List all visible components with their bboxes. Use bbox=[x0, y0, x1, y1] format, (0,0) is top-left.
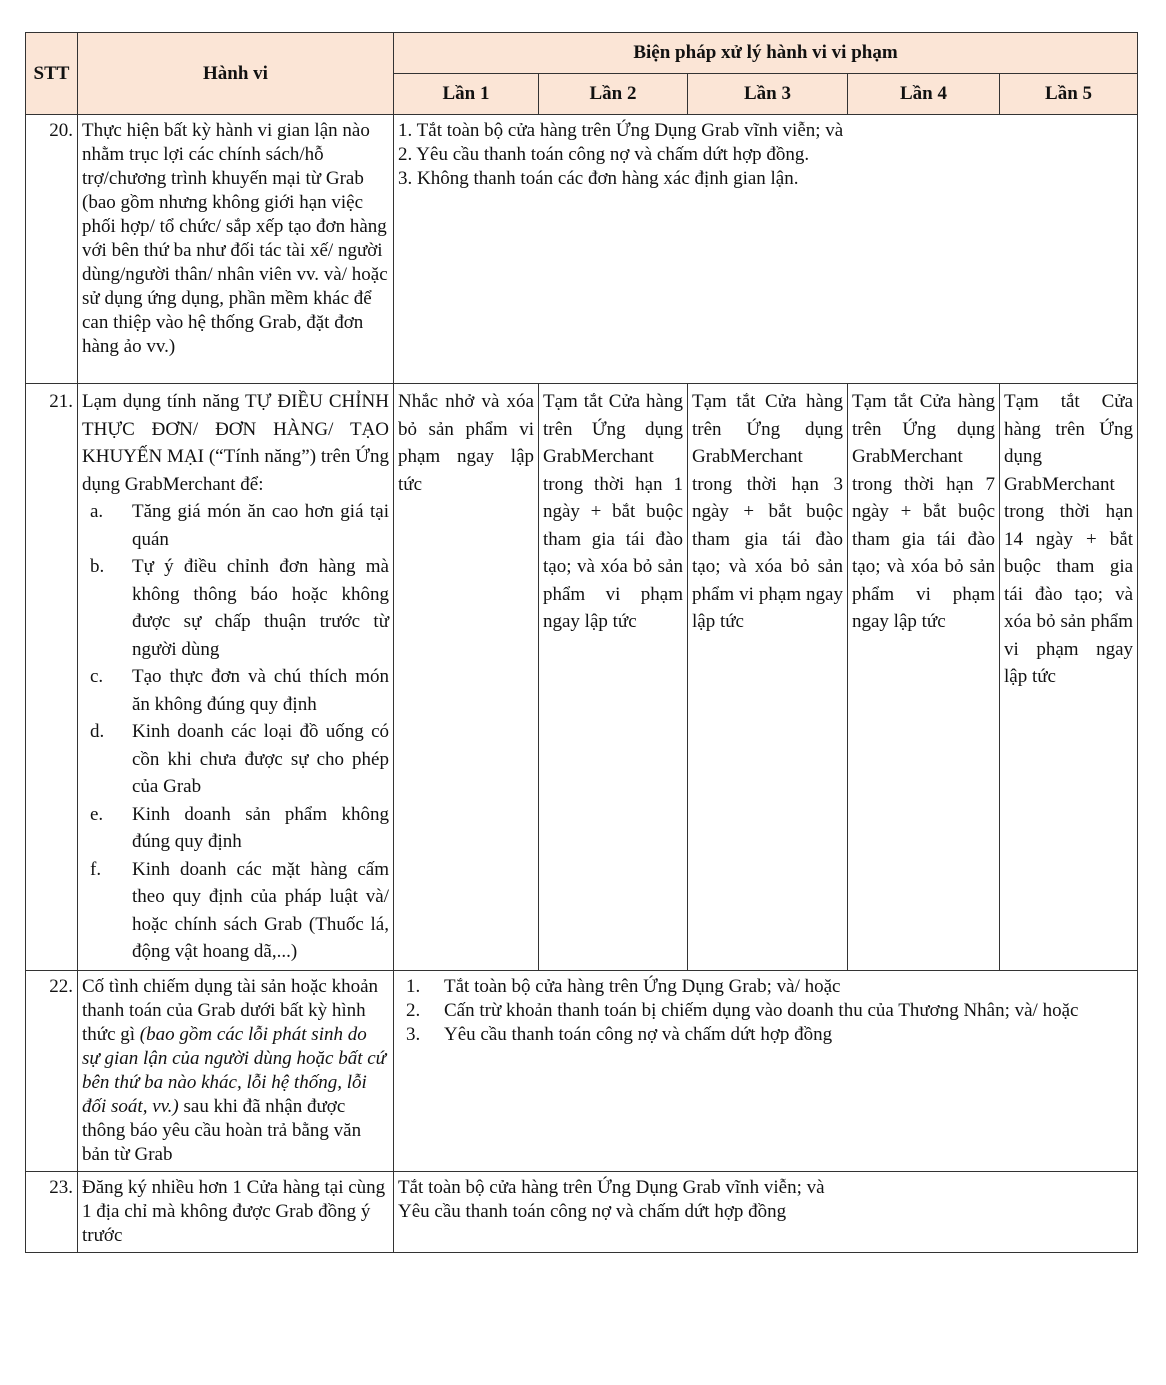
row-21-hanh-vi bbox=[78, 384, 394, 971]
item-text: Tạo thực đơn và chú thích món ăn không đúng quy định bbox=[132, 666, 389, 715]
row-20-stt: 20. bbox=[26, 115, 78, 384]
list-item bbox=[398, 975, 1133, 999]
list-item bbox=[82, 718, 389, 801]
list-item bbox=[82, 498, 389, 553]
item-letter: e. bbox=[90, 803, 104, 825]
row-20-hanh-vi: Thực hiện bất kỳ hành vi gian lận nào nhằm trục lợi các chính sách/hỗ trợ/chương trình khuyến mại từ Grab (bao gồm nhưng không giới hạn việc phối hợp/ tổ chức/ sắp xếp tạo đơn hàng với bên thứ ba như đối tác tài xế/ người dùng/người thân/ nhân viên vv. và/ hoặc sử dụng ứng dụng, phần mềm khác để can thiệp vào hệ thống Grab, đặt đơn hàng ảo vv.) bbox=[78, 115, 394, 384]
violation-table bbox=[25, 32, 1138, 1253]
list-item bbox=[82, 801, 389, 856]
item-text: Tự ý điều chỉnh đơn hàng mà không thông báo hoặc không được sự chấp thuận trước từ người dùng bbox=[132, 556, 389, 660]
row-23-hanh-vi: Đăng ký nhiều hơn 1 Cửa hàng tại cùng 1 địa chỉ mà không được Grab đồng ý trước bbox=[78, 1171, 394, 1252]
item-number: 3. bbox=[406, 1023, 421, 1045]
item-letter: f. bbox=[90, 858, 102, 880]
header-lan-5: Lần 5 bbox=[1000, 74, 1138, 115]
row-21-lan-4: Tạm tắt Cửa hàng trên Ứng dụng GrabMerchant trong thời hạn 7 ngày + bắt buộc tham gia tái đào tạo; và xóa bỏ sản phẩm vi phạm ngay lập tức bbox=[848, 384, 1000, 971]
table-row-20 bbox=[26, 115, 1138, 384]
item-text: Kinh doanh sản phẩm không đúng quy định bbox=[132, 803, 389, 852]
row-20-measure-3: 3. Không thanh toán các đơn hàng xác định gian lận. bbox=[398, 168, 799, 189]
item-text: Tăng giá món ăn cao hơn giá tại quán bbox=[132, 501, 389, 550]
row-20-bien-phap bbox=[394, 115, 1138, 384]
row-23-measure-1: Tắt toàn bộ cửa hàng trên Ứng Dụng Grab vĩnh viễn; và bbox=[398, 1176, 825, 1198]
item-text: Tắt toàn bộ cửa hàng trên Ứng Dụng Grab; và/ hoặc bbox=[444, 975, 841, 997]
row-22-text-a: Cố tình chiếm dụng tài sản hoặc khoản thanh toán của Grab dưới bất kỳ hình thức gì bbox=[82, 975, 379, 1045]
table-row-22 bbox=[26, 970, 1138, 1171]
header-hanh-vi: Hành vi bbox=[78, 33, 394, 115]
item-letter: d. bbox=[90, 721, 105, 742]
table-row-23 bbox=[26, 1171, 1138, 1252]
row-22-hanh-vi bbox=[78, 970, 394, 1171]
row-22-stt: 22. bbox=[26, 970, 78, 1171]
header-lan-4: Lần 4 bbox=[848, 74, 1000, 115]
list-item bbox=[82, 663, 389, 718]
row-21-stt: 21. bbox=[26, 384, 78, 971]
row-21-sub-list bbox=[82, 498, 389, 966]
row-23-bien-phap bbox=[394, 1171, 1138, 1252]
header-lan-1: Lần 1 bbox=[394, 74, 539, 115]
row-22-text-b: sau khi đã nhận được thông báo yêu cầu hoàn trả bằng văn bản từ Grab bbox=[82, 1095, 362, 1165]
item-text: Yêu cầu thanh toán công nợ và chấm dứt hợp đồng bbox=[444, 1023, 833, 1045]
item-number: 1. bbox=[406, 975, 421, 997]
item-letter: c. bbox=[90, 666, 104, 687]
item-letter: b. bbox=[90, 556, 105, 577]
row-20-measure-2: 2. Yêu cầu thanh toán công nợ và chấm dứt hợp đồng. bbox=[398, 144, 810, 165]
row-21-lan-2: Tạm tắt Cửa hàng trên Ứng dụng GrabMerchant trong thời hạn 1 ngày + bắt buộc tham gia tái đào tạo; và xóa bỏ sản phẩm vi phạm ngay lập tức bbox=[539, 384, 688, 971]
list-item bbox=[82, 553, 389, 663]
header-stt: STT bbox=[26, 33, 78, 115]
header-lan-2: Lần 2 bbox=[539, 74, 688, 115]
header-lan-3: Lần 3 bbox=[688, 74, 848, 115]
item-number: 2. bbox=[406, 999, 421, 1021]
item-text: Kinh doanh các mặt hàng cấm theo quy định của pháp luật và/ hoặc chính sách Grab (Thuốc lá, động vật hoang dã,...) bbox=[132, 858, 389, 962]
table-row-21 bbox=[26, 384, 1138, 971]
row-23-stt: 23. bbox=[26, 1171, 78, 1252]
row-20-measure-1: 1. Tắt toàn bộ cửa hàng trên Ứng Dụng Grab vĩnh viễn; và bbox=[398, 120, 844, 141]
row-21-lan-5: Tạm tắt Cửa hàng trên Ứng dụng GrabMerchant trong thời hạn 14 ngày + bắt buộc tham gia tái đào tạo; và xóa bỏ sản phẩm vi phạm ngay lập tức bbox=[1000, 384, 1138, 971]
list-item bbox=[398, 1023, 1133, 1047]
row-21-lan-3: Tạm tắt Cửa hàng trên Ứng dụng GrabMerchant trong thời hạn 3 ngày + bắt buộc tham gia tái đào tạo; và xóa bỏ sản phẩm vi phạm ngay lập tức bbox=[688, 384, 848, 971]
item-letter: a. bbox=[90, 501, 104, 522]
row-21-intro: Lạm dụng tính năng TỰ ĐIỀU CHỈNH THỰC ĐƠN/ ĐƠN HÀNG/ TẠO KHUYẾN MẠI (“Tính năng”) trên Ứng dụng GrabMerchant để: bbox=[82, 391, 389, 495]
row-22-bien-phap bbox=[394, 970, 1138, 1171]
item-text: Kinh doanh các loại đồ uống có cồn khi chưa được sự cho phép của Grab bbox=[132, 721, 389, 797]
list-item bbox=[82, 856, 389, 966]
item-text: Cấn trừ khoản thanh toán bị chiếm dụng vào doanh thu của Thương Nhân; và/ hoặc bbox=[444, 999, 1079, 1021]
row-22-text-italic: (bao gồm các lỗi phát sinh do sự gian lận của người dùng hoặc bất cứ bên thứ ba nào khác, lỗi hệ thống, lỗi đối soát, vv.) bbox=[82, 1023, 387, 1117]
header-bien-phap: Biện pháp xử lý hành vi vi phạm bbox=[394, 33, 1138, 74]
row-21-lan-1: Nhắc nhở và xóa bỏ sản phẩm vi phạm ngay lập tức bbox=[394, 384, 539, 971]
list-item bbox=[398, 999, 1133, 1023]
row-23-measure-2: Yêu cầu thanh toán công nợ và chấm dứt hợp đồng bbox=[398, 1200, 787, 1222]
